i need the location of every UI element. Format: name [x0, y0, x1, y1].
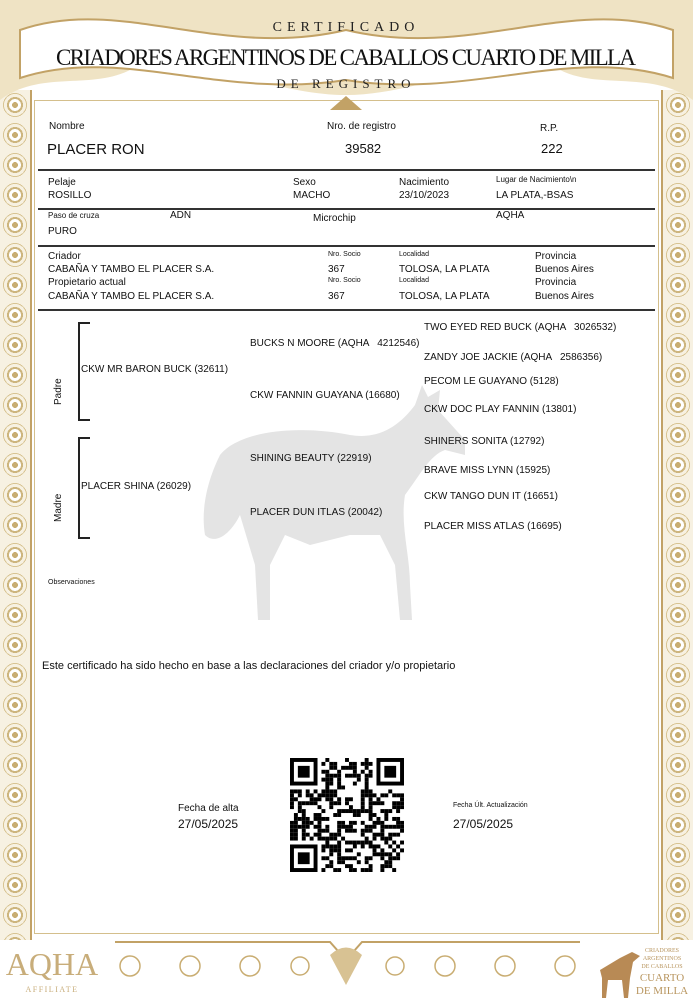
sire-name: CKW MR BARON BUCK (32611) — [81, 364, 229, 375]
adn-label: ADN — [170, 210, 192, 221]
aqha-label: AQHA — [496, 210, 525, 221]
association-logo-5: DE MILLA — [635, 985, 689, 997]
fecha-alta-value: 27/05/2025 — [178, 817, 239, 831]
propietario-localidad-label: Localidad — [399, 277, 429, 284]
sexo-value: MACHO — [293, 190, 331, 201]
lugar-label: Lugar de Nacimiento\n — [496, 175, 577, 184]
grandparent: CKW FANNIN GUAYANA (16680) — [250, 390, 400, 401]
dam-name: PLACER SHINA (26029) — [81, 481, 192, 492]
certificado-text: CERTIFICADO — [272, 20, 420, 35]
divider — [38, 208, 655, 210]
great-grandparent: BRAVE MISS LYNN (15925) — [424, 465, 551, 476]
paso-label: Paso de cruza — [48, 211, 100, 220]
pelaje-label: Pelaje — [48, 177, 76, 188]
propietario-socio-label: Nro. Socio — [328, 277, 361, 284]
criador-socio: 367 — [328, 264, 345, 275]
nacimiento-label: Nacimiento — [399, 177, 450, 188]
great-grandparent: TWO EYED RED BUCK (AQHA 3026532) — [424, 322, 617, 333]
fecha-alta-label: Fecha de alta — [178, 803, 239, 814]
observaciones-label: Observaciones — [48, 579, 95, 586]
footer-ornament — [0, 930, 693, 1000]
propietario-provincia: Buenos Aires — [535, 291, 594, 302]
padre-label: Padre — [53, 378, 64, 405]
criador-label: Criador — [48, 251, 81, 262]
criador-socio-label: Nro. Socio — [328, 251, 361, 258]
propietario-localidad: TOLOSA, LA PLATA — [399, 291, 490, 302]
fecha-act-label: Fecha Últ. Actualización — [453, 802, 528, 809]
propietario-socio: 367 — [328, 291, 345, 302]
pelaje-value: ROSILLO — [48, 190, 92, 201]
divider — [38, 245, 655, 247]
great-grandparent: ZANDY JOE JACKIE (AQHA 2586356) — [424, 352, 603, 363]
association-logo-4: CUARTO — [639, 972, 685, 984]
ornamental-border-right — [661, 90, 693, 940]
criador-name: CABAÑA Y TAMBO EL PLACER S.A. — [48, 264, 215, 275]
nacimiento-value: 23/10/2023 — [399, 190, 450, 201]
criador-localidad: TOLOSA, LA PLATA — [399, 264, 490, 275]
reg-number: 39582 — [345, 141, 382, 156]
horse-name: PLACER RON — [47, 141, 145, 158]
great-grandparent: PLACER MISS ATLAS (16695) — [424, 521, 562, 532]
divider — [38, 169, 655, 171]
name-label: Nombre — [49, 121, 85, 132]
header-banner — [0, 0, 693, 110]
criador-provincia: Buenos Aires — [535, 264, 594, 275]
great-grandparent: PECOM LE GUAYANO (5128) — [424, 376, 559, 387]
association-logo-2: ARGENTINOS — [642, 956, 682, 962]
great-grandparent: CKW TANGO DUN IT (16651) — [424, 491, 558, 502]
propietario-provincia-label: Provincia — [535, 277, 577, 288]
de-registro-text: DE REGISTRO — [276, 76, 416, 91]
certificate-statement: Este certificado ha sido hecho en base a las declaraciones del criador y/o propietario — [42, 660, 456, 672]
sexo-label: Sexo — [293, 177, 316, 188]
propietario-label: Propietario actual — [48, 277, 126, 288]
grandparent: SHINING BEAUTY (22919) — [250, 453, 372, 464]
fecha-act-value: 27/05/2025 — [453, 817, 514, 831]
grandparent: PLACER DUN ITLAS (20042) — [250, 507, 383, 518]
divider — [38, 309, 655, 311]
microchip-label: Microchip — [313, 213, 356, 224]
horse-watermark — [200, 385, 490, 625]
grandparent: BUCKS N MOORE (AQHA 4212546) — [250, 338, 420, 349]
aqha-logo: AQHA — [5, 946, 99, 982]
lugar-value: LA PLATA,-BSAS — [496, 190, 574, 201]
aqha-affiliate: AFFILIATE — [25, 985, 79, 994]
great-grandparent: CKW DOC PLAY FANNIN (13801) — [424, 404, 577, 415]
propietario-name: CABAÑA Y TAMBO EL PLACER S.A. — [48, 291, 215, 302]
criador-localidad-label: Localidad — [399, 251, 429, 258]
reg-label: Nro. de registro — [327, 121, 396, 132]
qr-code[interactable] — [290, 758, 404, 872]
header-title: CRIADORES ARGENTINOS DE CABALLOS CUARTO DE MILLA — [56, 45, 636, 70]
rp-number: 222 — [541, 141, 563, 156]
association-logo-1: CRIADORES — [644, 948, 680, 954]
paso-value: PURO — [48, 226, 77, 237]
rp-label: R.P. — [540, 123, 559, 134]
ornamental-border-left — [0, 90, 32, 940]
association-logo-3: DE CABALLOS — [641, 964, 683, 970]
great-grandparent: SHINERS SONITA (12792) — [424, 436, 545, 447]
criador-provincia-label: Provincia — [535, 251, 577, 262]
madre-label: Madre — [53, 493, 64, 522]
